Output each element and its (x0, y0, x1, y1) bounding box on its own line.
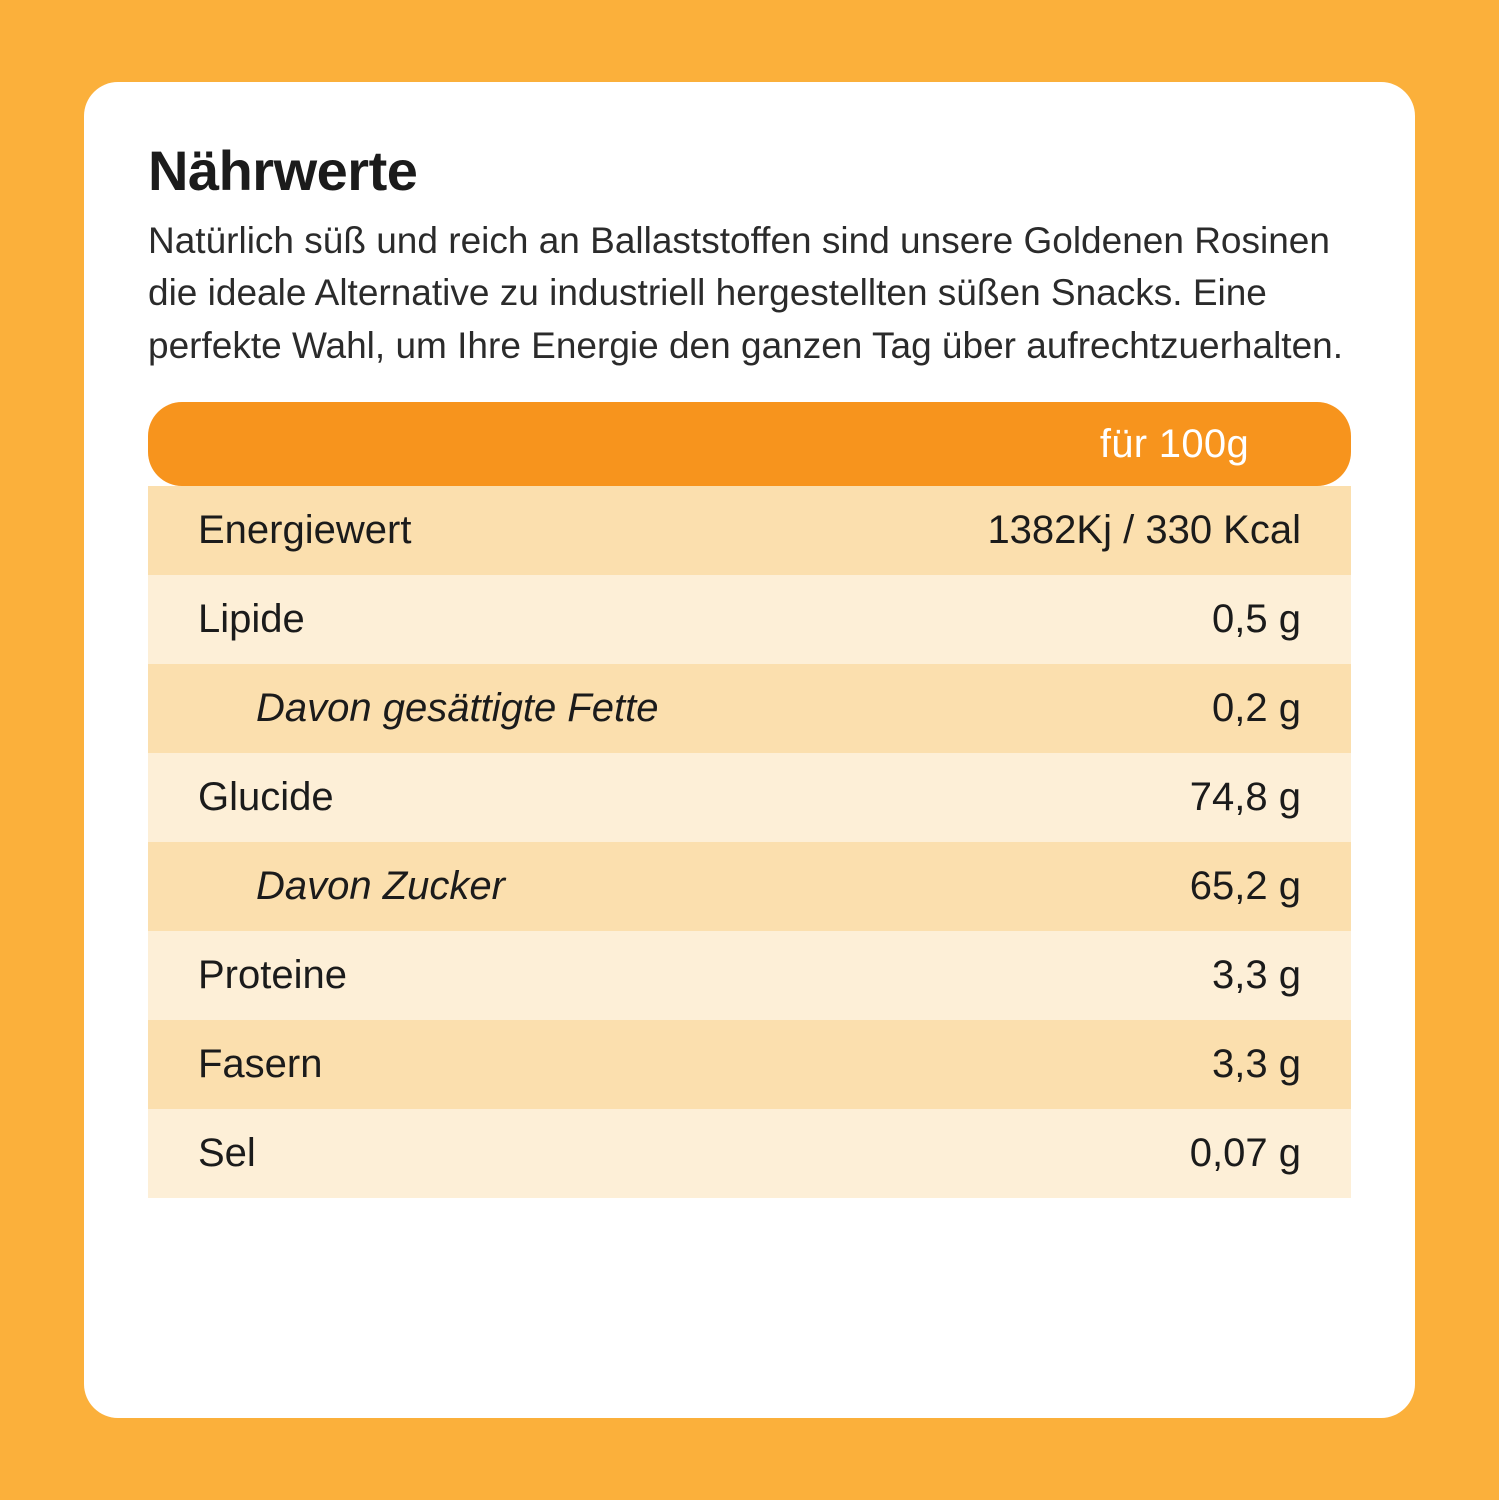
nutrient-value: 3,3 g (1212, 953, 1301, 998)
table-row (148, 931, 1351, 1020)
nutrient-value: 65,2 g (1189, 864, 1301, 909)
nutrient-label: Energiewert (198, 508, 412, 553)
nutrient-label: Sel (198, 1131, 256, 1176)
table-row (148, 842, 1351, 931)
table-row (148, 753, 1351, 842)
nutrient-label: Fasern (198, 1042, 323, 1087)
nutrient-label: Lipide (198, 597, 305, 642)
intro-paragraph: Natürlich süß und reich an Ballaststoffen sind unsere Goldenen Rosinen die ideale Alternative zu industriell hergestellten süßen Snacks. Eine perfekte Wahl, um Ihre Energie den ganzen Tag über aufrechtzuerhalten. (148, 219, 1344, 366)
nutrient-label: Proteine (198, 953, 347, 998)
table-row (148, 664, 1351, 753)
nutrient-value: 0,5 g (1212, 597, 1301, 642)
nutrient-value: 0,2 g (1212, 686, 1301, 731)
nutrient-label: Glucide (198, 775, 334, 820)
nutrient-label: Davon gesättigte Fette (256, 686, 659, 731)
table-row (148, 486, 1351, 575)
table-row (148, 1020, 1351, 1109)
nutrient-value: 74,8 g (1189, 775, 1301, 820)
table-row (148, 1109, 1351, 1198)
nutrient-label: Davon Zucker (256, 864, 505, 909)
nutrition-card (84, 82, 1415, 1418)
table-header-row (148, 402, 1351, 486)
nutrient-value: 3,3 g (1212, 1042, 1301, 1087)
page-title: Nährwerte (148, 139, 418, 202)
nutrition-table (148, 402, 1351, 1198)
table-row (148, 575, 1351, 664)
nutrient-value: 0,07 g (1189, 1131, 1301, 1176)
nutrient-value: 1382Kj / 330 Kcal (987, 508, 1301, 553)
column-header-per-100g: für 100g (1099, 421, 1249, 466)
